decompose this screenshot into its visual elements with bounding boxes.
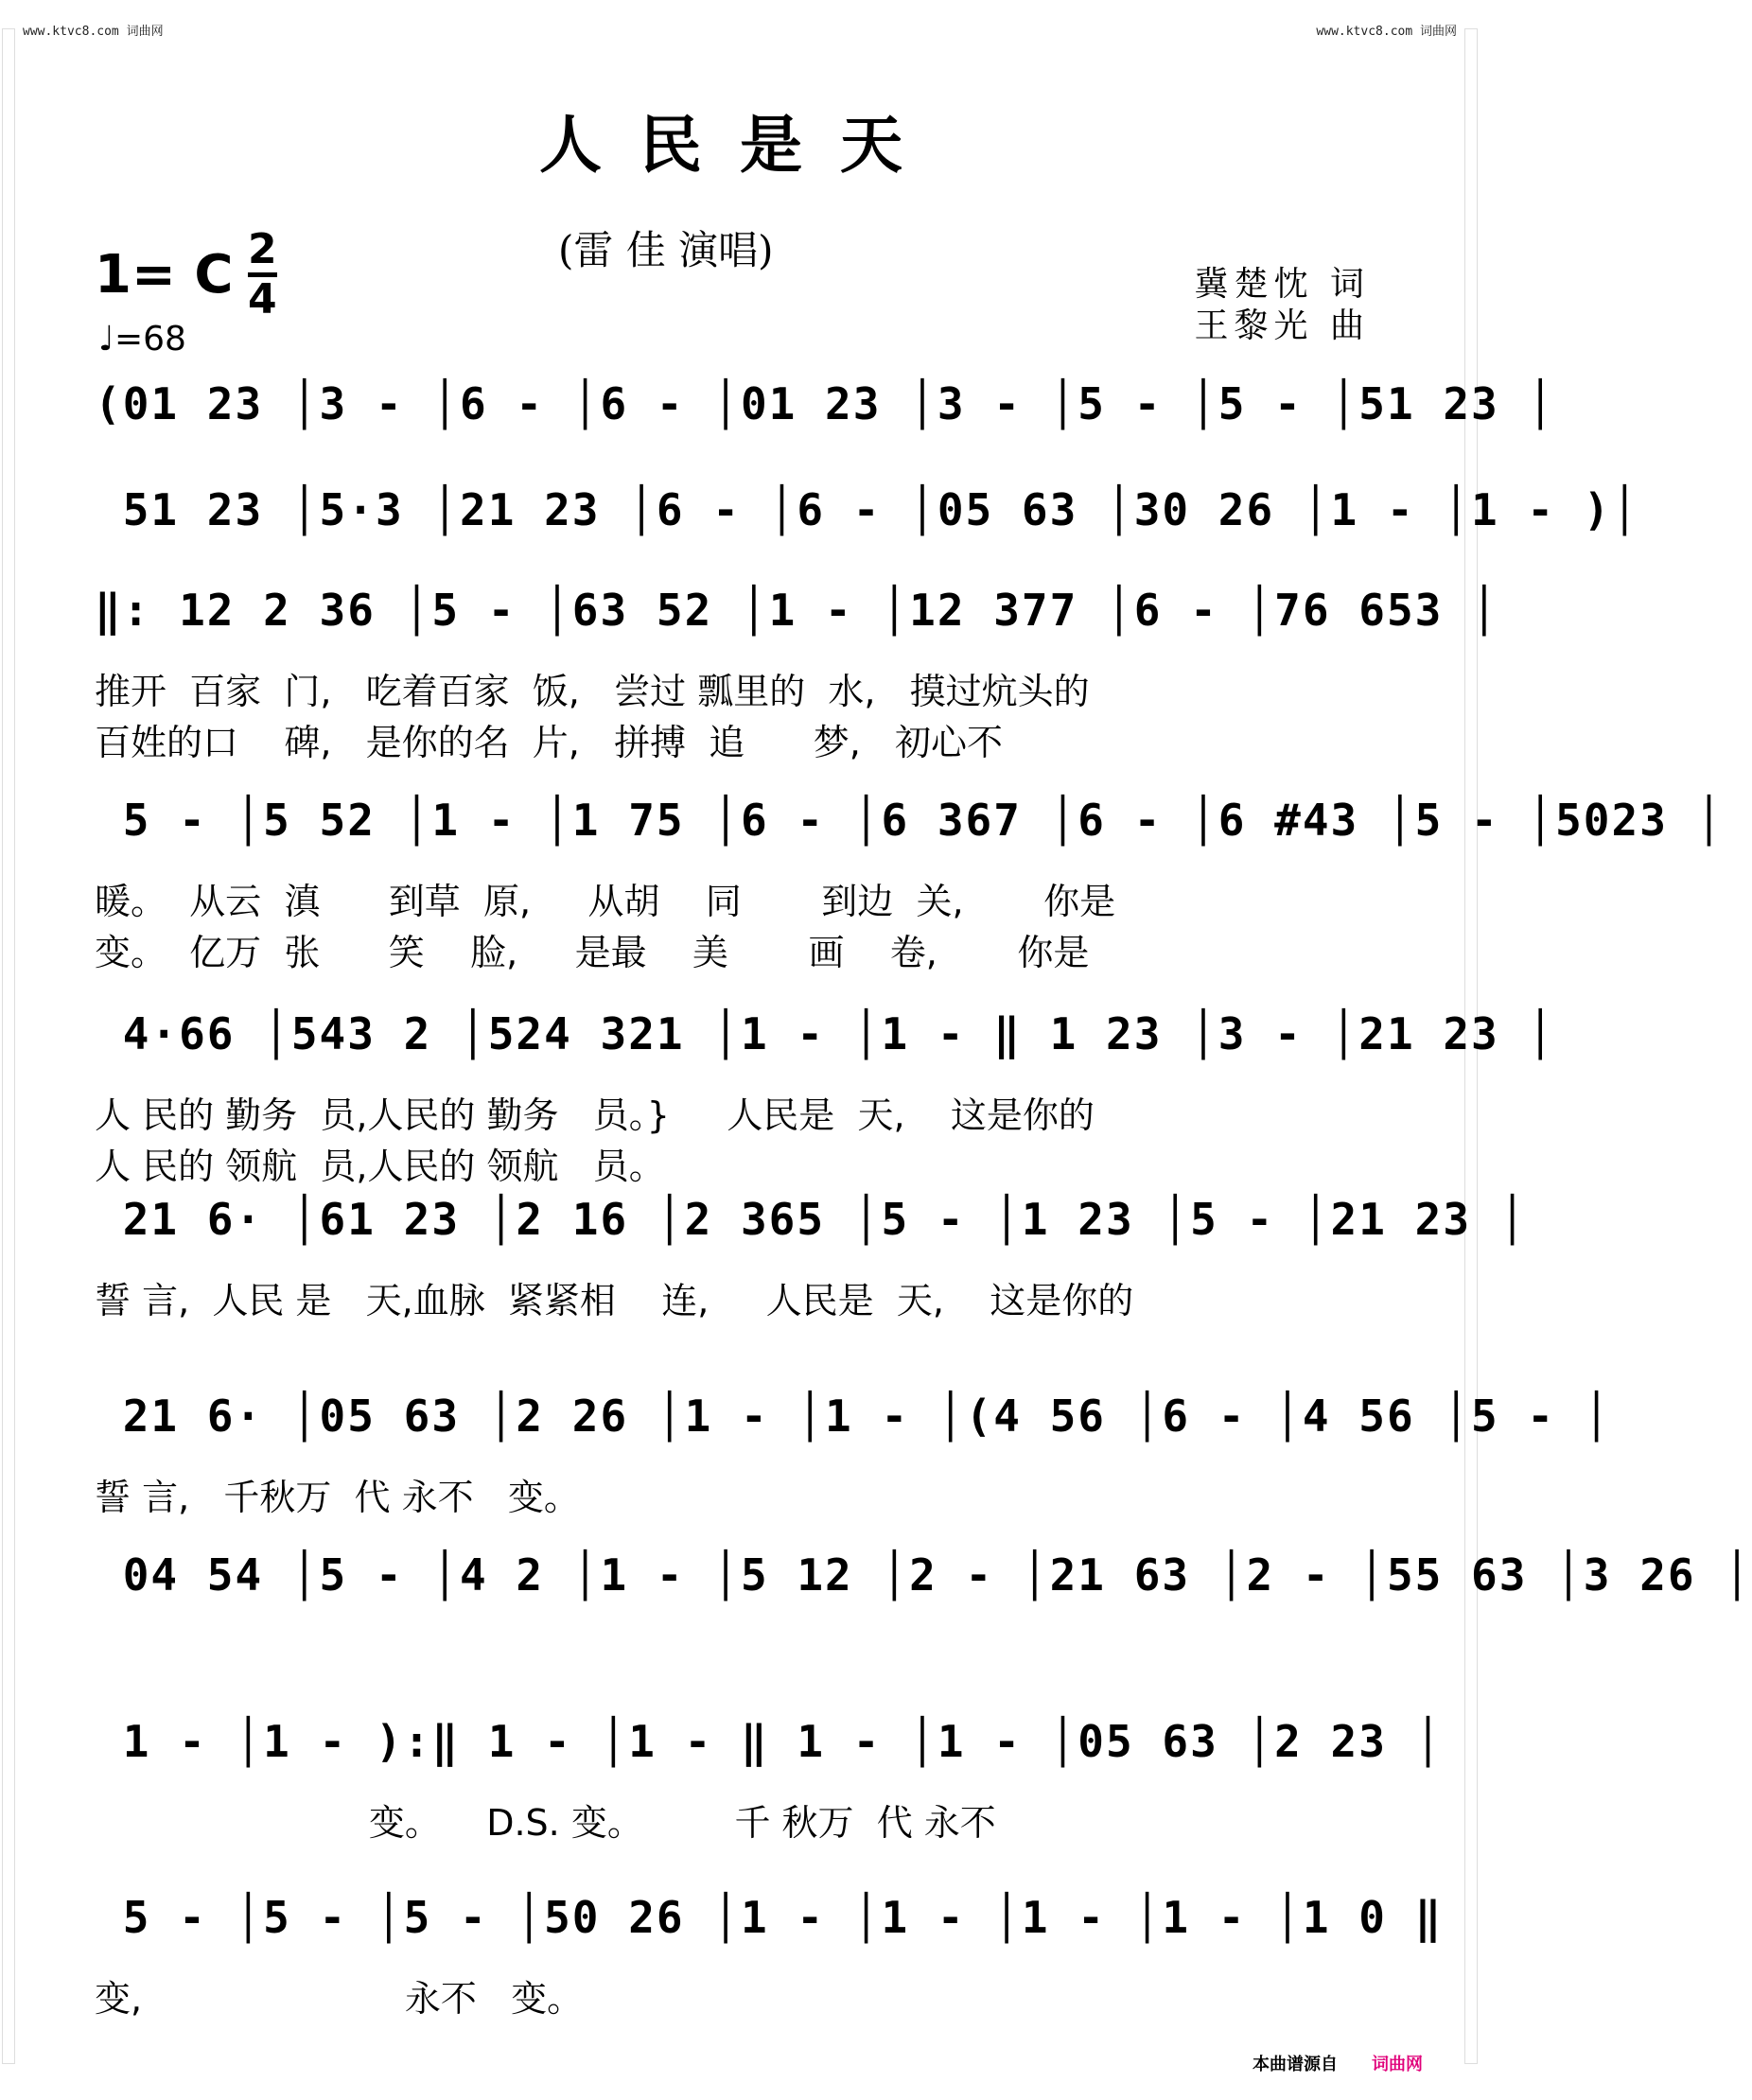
notation-line: 21 6· │61 23 │2 16 │2 365 │5 - │1 23 │5 - │21 23 │ <box>95 1194 1528 1245</box>
time-signature-bottom: 4 <box>248 275 277 324</box>
lyric-line: 人 民的 勤务 员,人民的 勤务 员。} 人民是 天, 这是你的 <box>95 1094 1095 1136</box>
notation-line: 1 - │1 - ):‖ 1 - │1 - ‖ 1 - │1 - │05 63 │2 23 │ <box>95 1716 1444 1767</box>
time-signature-top: 2 <box>248 225 277 273</box>
lyric-line: 变。 D.S. 变。 千 秋万 代 永不 <box>95 1802 996 1844</box>
notation-line: ‖: 12 2 36 │5 - │63 52 │1 - │12 377 │6 - │76 653 │ <box>95 585 1499 636</box>
footer-site: 词曲网 <box>1372 2055 1423 2074</box>
notation-line: 5 - │5 - │5 - │50 26 │1 - │1 - │1 - │1 - │1 0 ‖ <box>95 1892 1444 1943</box>
lyric-line: 变, 永不 变。 <box>95 1978 584 2020</box>
time-signature <box>248 225 277 324</box>
notation-line: 21 6· │05 63 │2 26 │1 - │1 - │(4 56 │6 - │4 56 │5 - │ <box>95 1391 1612 1442</box>
notation-line: 5 - │5 52 │1 - │1 75 │6 - │6 367 │6 - │6 #43 │5 - │5023 │ <box>95 795 1725 846</box>
notation-line: (01 23 │3 - │6 - │6 - │01 23 │3 - │5 - │5 - │51 23 │ <box>95 378 1556 429</box>
lyric-line: 誓 言, 人民 是 天,血脉 紧紧相 连, 人民是 天, 这是你的 <box>95 1280 1134 1321</box>
notation-line: 4·66 │543 2 │524 321 │1 - │1 - ‖ 1 23 │3 - │21 23 │ <box>95 1008 1556 1059</box>
lyric-line: 誓 言, 千秋万 代 永不 变。 <box>95 1477 580 1518</box>
lyricist-credit: 冀楚忱 词 <box>1194 265 1370 304</box>
lyric-line: 暖。 从云 滇 到草 原, 从胡 同 到边 关, 你是 <box>95 881 1116 922</box>
singer: (雷 佳 演唱) <box>558 227 774 273</box>
lyric-line: 人 民的 领航 员,人民的 领航 员。 <box>95 1146 665 1187</box>
watermark-left: www.ktvc8.com 词曲网 <box>23 25 164 39</box>
notation-line: 51 23 │5·3 │21 23 │6 - │6 - │05 63 │30 26 │1 - │1 - )│ <box>95 484 1640 535</box>
lyric-line: 百姓的口 碑, 是你的名 片, 拼搏 追 梦, 初心不 <box>95 722 1004 763</box>
key-signature: 1= C <box>95 244 234 306</box>
notation-line: 04 54 │5 - │4 2 │1 - │5 12 │2 - │21 63 │2 - │55 63 │3 26 │ <box>95 1549 1752 1601</box>
lyric-line: 推开 百家 门, 吃着百家 饭, 尝过 瓢里的 水, 摸过炕头的 <box>95 671 1090 712</box>
side-strip-left <box>2 28 15 2064</box>
composer-credit: 王黎光 曲 <box>1194 306 1370 345</box>
watermark-right: www.ktvc8.com 词曲网 <box>1316 25 1457 39</box>
lyric-line: 变。 亿万 张 笑 脸, 是最 美 画 卷, 你是 <box>95 932 1090 973</box>
song-title: 人民是天 <box>539 108 940 182</box>
footer-note: 本曲谱源自 <box>1253 2055 1338 2074</box>
tempo-mark: ♩=68 <box>98 320 186 359</box>
